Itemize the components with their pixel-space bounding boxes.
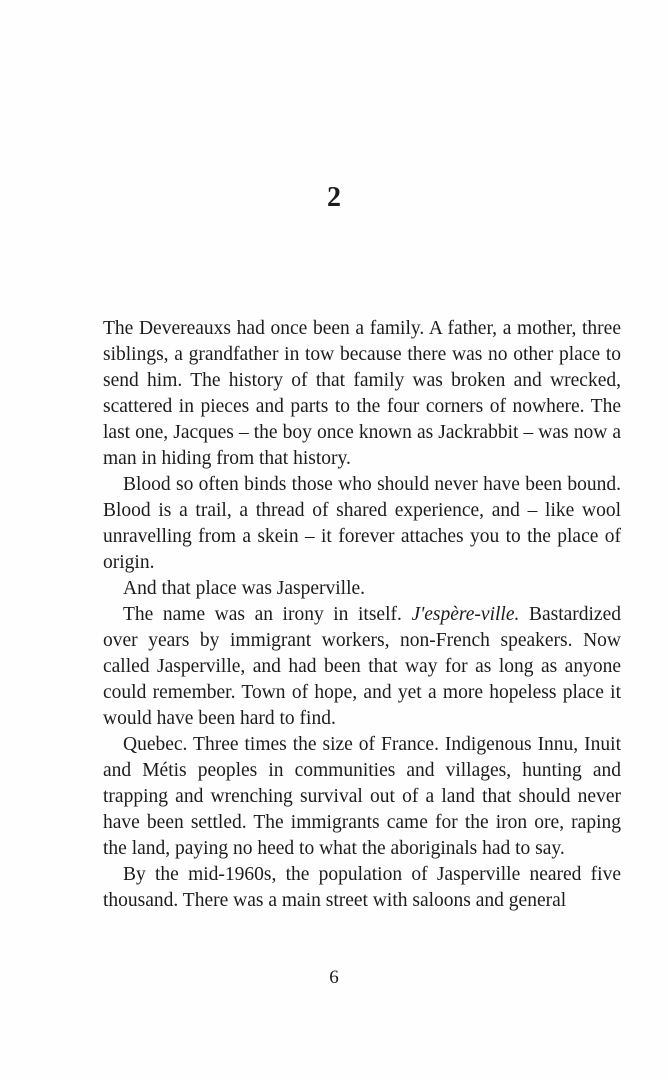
paragraph-4-lead: The name was an irony in itself. (123, 604, 412, 625)
paragraph-3: And that place was Jasperville. (123, 578, 366, 599)
paragraph-2: Blood so often binds those who should never have been bound. Blood is a trail, a thread of shared experience, and – like wool unravelling from a skein – it forever attaches you to the place of origin. (103, 474, 621, 573)
chapter-number: 2 (327, 182, 341, 213)
page-number: 6 (329, 967, 339, 988)
paragraph-4 (103, 602, 621, 732)
paragraph-1: The Devereauxs had once been a family. A father, a mother, three siblings, a grandfather in tow because there was no other place to send him. The history of that family was broken and wrecked, scattered in pieces and parts to the four corners of nowhere. The last one, Jacques – the boy once known as Jackrabbit – was now a man in hiding from that history. (103, 318, 621, 469)
paragraph-6: By the mid-1960s, the population of Jasperville neared five thousand. There was a main street with saloons and general (103, 864, 621, 911)
paragraph-5: Quebec. Three times the size of France. Indigenous Innu, Inuit and Métis peoples in communities and villages, hunting and trapping and wrenching survival out of a land that should never have been settled. The immigrants came for the iron ore, raping the land, paying no heed to what the aboriginals had to say. (103, 734, 621, 859)
paragraph-4-rest: Bastardized over years by immigrant workers, non-French speakers. Now called Jasperville, and had been that way for as long as anyone could remember. Town of hope, and yet a more hopeless place it would have been hard to find. (103, 604, 621, 729)
paragraph-4-italic-term: J'espère-ville. (411, 604, 520, 625)
chapter-body-text (103, 316, 621, 914)
